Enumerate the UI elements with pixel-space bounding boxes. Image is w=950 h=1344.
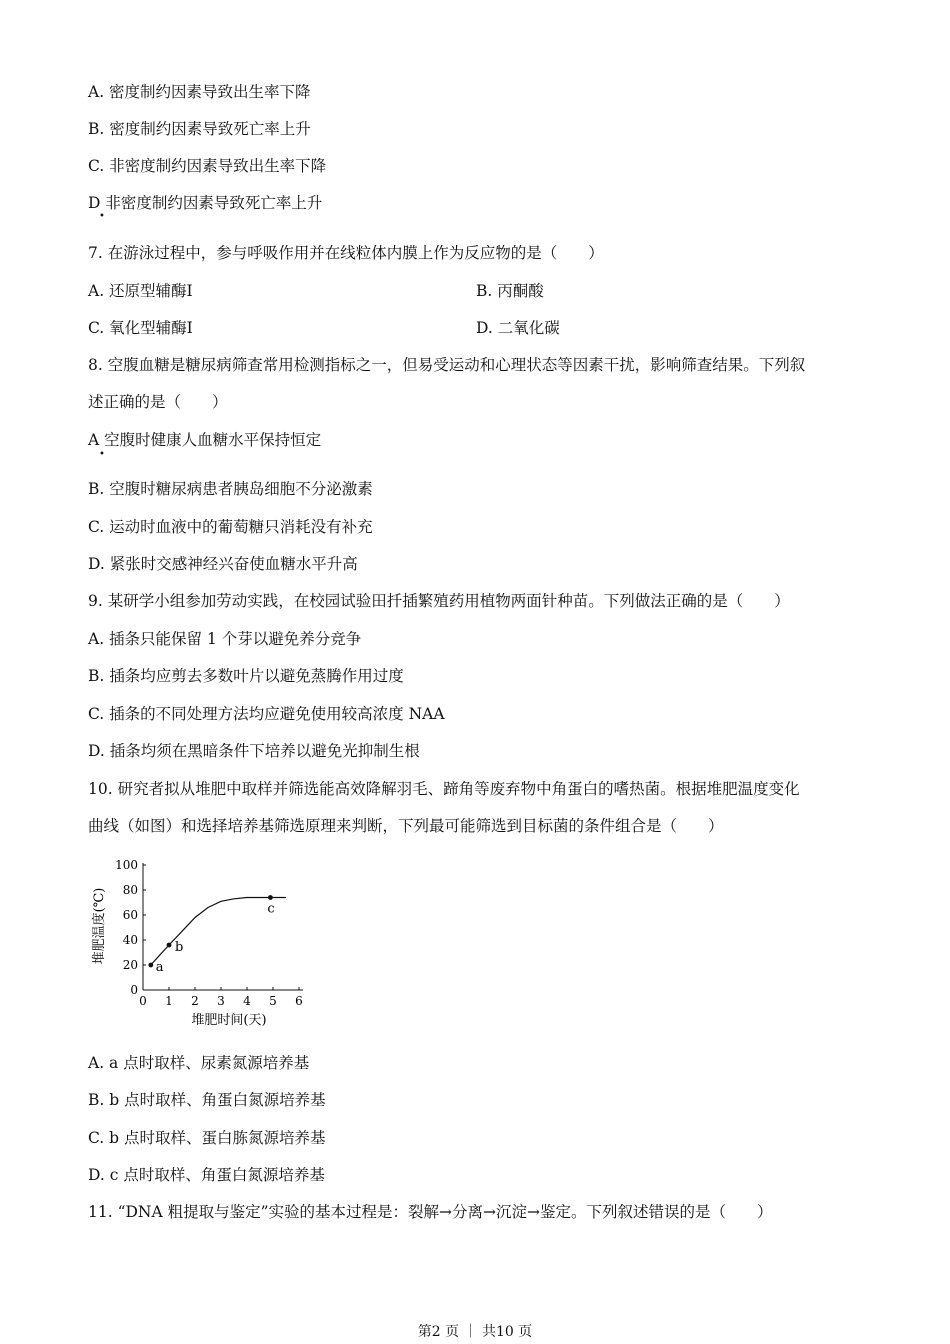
- x-tick-label: 1: [165, 994, 173, 1008]
- q7-option-c: C. 氧化型辅酶Ⅰ: [88, 319, 193, 337]
- page-footer: 第2 页 ｜ 共10 页: [417, 1324, 533, 1340]
- y-tick-label: 20: [122, 958, 138, 972]
- point-label-a: a: [155, 960, 164, 975]
- q9-option-a: A. 插条只能保留 1 个芽以避免养分竞争: [88, 630, 362, 648]
- stray-dot: •: [99, 449, 105, 460]
- q8-option-b: B. 空腹时糖尿病患者胰岛细胞不分泌激素: [88, 480, 373, 498]
- point-label-b: b: [175, 940, 184, 955]
- q8-stem-line2: 述正确的是（ ）: [88, 393, 228, 411]
- q9-option-c: C. 插条的不同处理方法均应避免使用较高浓度 NAA: [88, 705, 445, 723]
- q9-option-b: B. 插条均应剪去多数叶片以避免蒸腾作用过度: [88, 667, 404, 685]
- temperature-curve: [151, 898, 286, 966]
- q10-option-d: D. c 点时取样、角蛋白氮源培养基: [88, 1166, 325, 1184]
- stray-dot: •: [99, 211, 105, 222]
- y-tick-label: 0: [130, 983, 138, 997]
- x-tick-label: 0: [139, 994, 147, 1008]
- q9-stem: 9. 某研学小组参加劳动实践，在校园试验田扦插繁殖药用植物两面针种苗。下列做法正确的是（ ）: [88, 592, 790, 610]
- x-tick-label: 4: [243, 994, 251, 1008]
- chart-ylabel: 堆肥温度(℃): [92, 887, 107, 965]
- q10-option-b: B. b 点时取样、角蛋白氮源培养基: [88, 1091, 326, 1109]
- y-tick-label: 80: [122, 883, 138, 897]
- chart-xlabel: 堆肥时间(天): [191, 1013, 267, 1028]
- y-tick-label: 100: [115, 858, 138, 872]
- point-c: [268, 895, 273, 900]
- q6-option-a: A. 密度制约因素导致出生率下降: [88, 83, 311, 101]
- q10-option-a: A. a 点时取样、尿素氮源培养基: [88, 1054, 310, 1072]
- point-b: [167, 943, 172, 948]
- q8-option-c: C. 运动时血液中的葡萄糖只消耗没有补充: [88, 518, 373, 536]
- compost-temperature-chart: [86, 852, 326, 1032]
- x-tick-label: 6: [295, 994, 303, 1008]
- x-tick-label: 2: [191, 994, 199, 1008]
- y-tick-label: 40: [122, 933, 138, 947]
- q8-option-a: A 空腹时健康人血糖水平保持恒定: [88, 431, 322, 449]
- x-tick-label: 3: [217, 994, 225, 1008]
- point-label-c: c: [267, 901, 275, 917]
- q6-option-d: D 非密度制约因素导致死亡率上升: [88, 194, 323, 212]
- q7-option-d: D. 二氧化碳: [476, 319, 560, 337]
- q8-option-d: D. 紧张时交感神经兴奋使血糖水平升高: [88, 555, 358, 573]
- q10-stem-line2: 曲线（如图）和选择培养基筛选原理来判断，下列最可能筛选到目标菌的条件组合是（ ）: [88, 817, 724, 835]
- q7-option-b: B. 丙酮酸: [476, 282, 544, 300]
- q7-stem: 7. 在游泳过程中，参与呼吸作用并在线粒体内膜上作为反应物的是（ ）: [88, 244, 604, 262]
- q10-option-c: C. b 点时取样、蛋白胨氮源培养基: [88, 1129, 326, 1147]
- q6-option-c: C. 非密度制约因素导致出生率下降: [88, 157, 327, 175]
- q6-option-b: B. 密度制约因素导致死亡率上升: [88, 120, 311, 138]
- q11-stem: 11. “DNA 粗提取与鉴定”实验的基本过程是：裂解→分离→沉淀→鉴定。下列叙述错误的是（ ）: [88, 1203, 773, 1221]
- x-tick-label: 5: [269, 994, 277, 1008]
- point-a: [148, 963, 153, 968]
- q10-stem-line1: 10. 研究者拟从堆肥中取样并筛选能高效降解羽毛、蹄角等废弃物中角蛋白的嗜热菌。根据堆肥温度变化: [88, 780, 800, 798]
- q8-stem-line1: 8. 空腹血糖是糖尿病筛查常用检测指标之一，但易受运动和心理状态等因素干扰，影响筛查结果。下列叙: [88, 356, 806, 374]
- y-tick-label: 60: [122, 908, 138, 922]
- q9-option-d: D. 插条均须在黑暗条件下培养以避免光抑制生根: [88, 742, 420, 760]
- q7-option-a: A. 还原型辅酶Ⅰ: [88, 282, 193, 300]
